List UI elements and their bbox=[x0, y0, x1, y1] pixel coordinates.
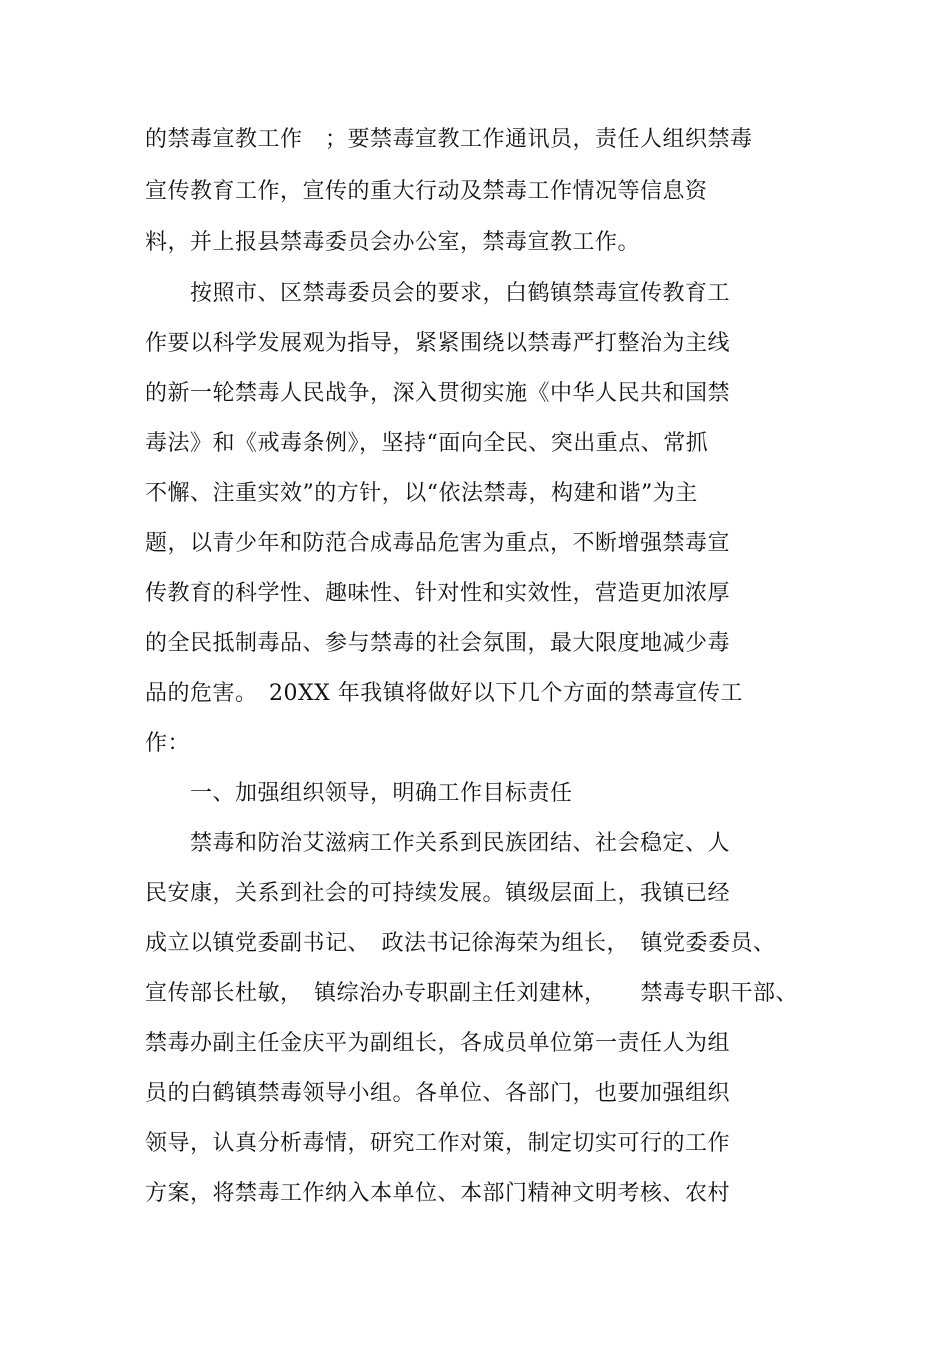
text-line: 的禁毒宣教工作 ；要禁毒宣教工作通讯员，责任人组织禁毒 bbox=[145, 127, 753, 152]
text-line: 按照市、区禁毒委员会的要求，白鹤镇禁毒宣传教育工 bbox=[145, 281, 731, 306]
text-line: 毒法》和《戒毒条例》，坚持“面向全民、突出重点、常抓 bbox=[145, 431, 709, 456]
section-heading: 一、加强组织领导，明确工作目标责任 bbox=[145, 781, 573, 806]
text-line: 方案，将禁毒工作纳入本单位、本部门精神文明考核、农村 bbox=[145, 1181, 731, 1206]
text-line: 作要以科学发展观为指导，紧紧围绕以禁毒严打整治为主线 bbox=[145, 331, 731, 356]
text-line: 作： bbox=[145, 731, 191, 756]
text-line: 成立以镇党委副书记、 政法书记徐海荣为组长， 镇党委委员、 bbox=[145, 931, 776, 956]
text-line: 传教育的科学性、趣味性、针对性和实效性，营造更加浓厚 bbox=[145, 581, 731, 606]
text-line: 不懈、注重实效”的方针，以“依法禁毒，构建和谐”为主 bbox=[145, 481, 698, 506]
text-line: 宣传部长杜敏， 镇综治办专职副主任刘建林， 禁毒专职干部、 bbox=[145, 981, 799, 1006]
text-line: 宣传教育工作，宣传的重大行动及禁毒工作情况等信息资 bbox=[145, 179, 708, 204]
text-line: 料，并上报县禁毒委员会办公室，禁毒宣教工作。 bbox=[145, 230, 641, 255]
text-line: 禁毒和防治艾滋病工作关系到民族团结、社会稳定、人 bbox=[145, 831, 731, 856]
text-line: 的新一轮禁毒人民战争，深入贯彻实施《中华人民共和国禁 bbox=[145, 381, 731, 406]
text-line: 民安康，关系到社会的可持续发展。镇级层面上，我镇已经 bbox=[145, 881, 731, 906]
text-line: 品的危害。 20XX 年我镇将做好以下几个方面的禁毒宣传工 bbox=[145, 681, 743, 706]
text-line: 员的白鹤镇禁毒领导小组。各单位、各部门，也要加强组织 bbox=[145, 1081, 731, 1106]
text-line: 题，以青少年和防范合成毒品危害为重点，不断增强禁毒宣 bbox=[145, 531, 731, 556]
text-line: 领导，认真分析毒情，研究工作对策，制定切实可行的工作 bbox=[145, 1131, 731, 1156]
text-line: 的全民抵制毒品、参与禁毒的社会氛围，最大限度地减少毒 bbox=[145, 631, 731, 656]
text-line: 禁毒办副主任金庆平为副组长，各成员单位第一责任人为组 bbox=[145, 1031, 731, 1056]
